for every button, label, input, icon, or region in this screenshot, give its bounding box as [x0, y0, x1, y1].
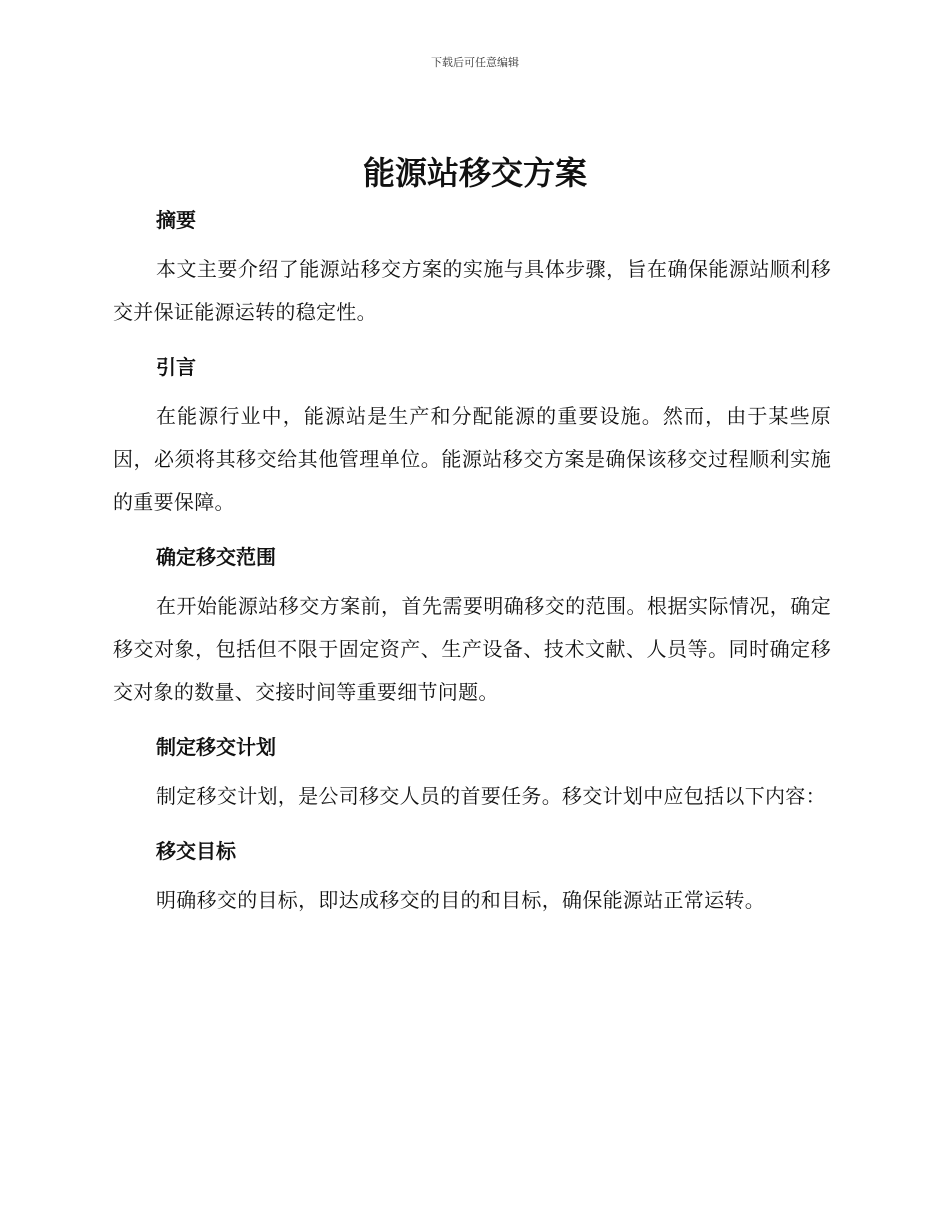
section-heading: 摘要 [156, 208, 196, 232]
document-body [113, 204, 831, 939]
section-introduction [113, 351, 831, 524]
section-scope [113, 541, 831, 714]
document-title: 能源站移交方案 [362, 154, 587, 192]
section-heading: 确定移交范围 [156, 545, 276, 569]
page-header-note: 下载后可任意编辑 [431, 56, 519, 69]
section-heading: 制定移交计划 [156, 735, 276, 759]
section-plan [113, 731, 831, 818]
section-abstract [113, 204, 831, 334]
section-paragraph: 在开始能源站移交方案前，首先需要明确移交的范围。根据实际情况，确定移交对象，包括但不限于固定资产、生产设备、技术文献、人员等。同时确定移交对象的数量、交接时间等重要细节问题。 [113, 594, 831, 704]
section-paragraph: 本文主要介绍了能源站移交方案的实施与具体步骤，旨在确保能源站顺利移交并保证能源运转的稳定性。 [113, 257, 831, 324]
section-paragraph: 明确移交的目标，即达成移交的目的和目标，确保能源站正常运转。 [156, 888, 765, 912]
section-paragraph: 在能源行业中，能源站是生产和分配能源的重要设施。然而，由于某些原因，必须将其移交给其他管理单位。能源站移交方案是确保该移交过程顺利实施的重要保障。 [113, 404, 831, 514]
section-paragraph: 制定移交计划，是公司移交人员的首要任务。移交计划中应包括以下内容： [156, 784, 826, 808]
section-heading: 引言 [156, 355, 196, 379]
section-heading: 移交目标 [156, 839, 236, 863]
section-goal [113, 835, 831, 922]
